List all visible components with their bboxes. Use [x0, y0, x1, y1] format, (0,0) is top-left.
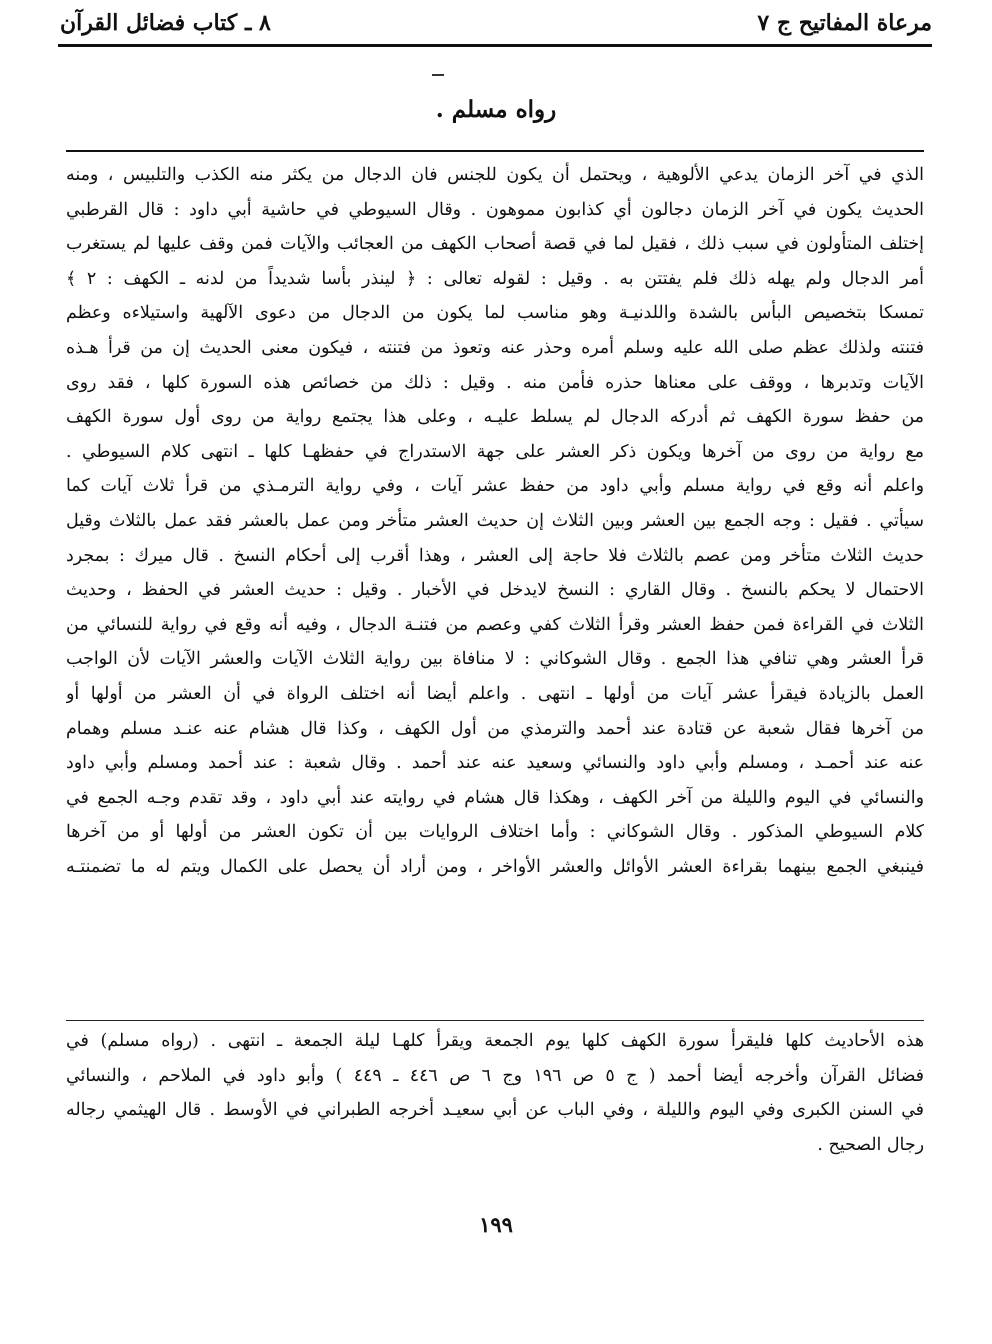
- body-line: الآيات وتدبرها ، ووقف على معناها حذره فأمن منه . وقيل : ذلك من خصائص هذه السورة كلها ، فقد روى: [66, 372, 924, 393]
- source-notes: [66, 1024, 924, 1162]
- body-line: مع رواية من روى من آخرها ويكون ذكر العشر على جهة الاستدراج في حفظهـا كلها ـ انتهى كلام السيوطي .: [66, 441, 924, 462]
- chapter-title: ٨ ـ كتاب فضائل القرآن: [60, 10, 271, 36]
- body-line: سيأتي . فقيل : وجه الجمع بين العشر وبين الثلاث إن حديث العشر متأخر ومن عمل بالعشر فقد عمل بالثلاث وقيل: [66, 510, 924, 531]
- body-line: أمر الدجال ولم يهله ذلك فلم يفتتن به . وقيل : لقوله تعالى : ﴿ لينذر بأسا شديداً من لدنه ـ الكهف : ٢ ﴾: [66, 268, 924, 289]
- body-line: واعلم أنه وقع في رواية مسلم وأبي داود من حفظ عشر آيات ، وفي رواية الترمـذي من قرأ ثلاث آيات كما: [66, 476, 924, 497]
- note-line: فضائل القرآن وأخرجه أيضا أحمد ( ج ٥ ص ١٩٦ وج ٦ ص ٤٤٦ ـ ٤٤٩ ) وأبو داود في الملاحم ، والنسائي: [66, 1065, 924, 1086]
- body-line: كلام السيوطي المذكور . وقال الشوكاني : وأما اختلاف الروايات بين أن تكون العشر من أولها أو من آخرها: [66, 822, 924, 843]
- body-line: فينبغي الجمع بينهما بقراءة العشر الأوائل والعشر الأواخر ، ومن أراد أن يحصل على الكمال ويتم له ما تضمنتـه: [66, 856, 924, 877]
- body-line: الذي في آخر الزمان يدعي الألوهية ، ويحتمل أن يكون للجنس فان الدجال من يكثر منه الكذب والتلبيس ، ومنه: [66, 165, 924, 185]
- body-line: الثلاث في القراءة فمن حفظ العشر وقرأ الثلاث كفي وعصم من فتنـة الدجال ، وفيه أنه وقع في رواية للنسائي من: [66, 614, 924, 635]
- body-line: من آخرها فقال شعبة عن قتادة عند أحمد والترمذي من أول الكهف ، وكذا قال هشام عنه عنـد مسلم وهمام: [66, 718, 924, 739]
- section-title: رواه مسلم .: [435, 96, 557, 123]
- body-line: الحديث يكون في آخر الزمان دجالون أي كذابون مموهون . وقال السيوطي في حاشية أبي داود : قال القرطبي: [66, 199, 924, 220]
- header-rule: [58, 44, 932, 47]
- body-line: العمل بالزيادة فيقرأ عشر آيات من أولها ـ انتهى . واعلم أيضا أنه اختلف الرواة في أن العشر من أولها أو: [66, 683, 924, 704]
- body-line: عنه عند أحمـد ، ومسلم وأبي داود والنسائي وسعيد عنه عند أحمد . وقال شعبة : عند أحمد ومسلم وأبي داود: [66, 753, 924, 774]
- body-line: والنسائي في اليوم والليلة من آخر الكهف ، وهكذا قال هشام في روايته عند أبي داود ، وقد تقدم وجـه الجمع في: [66, 787, 924, 808]
- footnote-divider: [66, 1020, 924, 1021]
- body-line: فتنته ولذلك عظم صلى الله عليه وسلم أمره وحذر عنه وتعوذ من فتنته ، فيكون معنى الحديث إن من قرأ هـذه: [66, 337, 924, 358]
- body-line: الاحتمال لا يحكم بالنسخ . وقال القاري : النسخ لايدخل في الأخبار . وقيل : حديث العشر في الحفظ ، وحديث: [66, 580, 924, 601]
- body-line: من حفظ سورة الكهف ثم أدركه الدجال لم يسلط عليـه ، وعلى هذا يجتمع رواية من روى أول سورة الكهف: [66, 407, 924, 428]
- body-line: إختلف المتأولون في سبب ذلك ، فقيل لما في قصة أصحاب الكهف من العجائب والآيات فمن وقف عليها لم يستغرب: [66, 234, 924, 255]
- body-line: حديث الثلاث متأخر ومن عصم بالثلاث فلا حاجة إلى العشر ، وهذا أقرب إلى أحكام النسخ . قال ميرك : بمجرد: [66, 545, 924, 566]
- note-line: رجال الصحيح .: [817, 1134, 924, 1155]
- body-line: تمسكا بتخصيص البأس بالشدة واللدنيـة وهو مناسب لما يكون من الدجال من دعوى الآلهية واستيلاءه وعظم: [66, 303, 924, 324]
- body-line: قرأ العشر وهي تنافي هذا الجمع . وقال الشوكاني : لا منافاة بين رواية الثلاث الآيات والعشر الآيات لأن الواجب: [66, 649, 924, 670]
- title-rule: [66, 150, 924, 152]
- running-header: [60, 6, 932, 40]
- book-title: مرعاة المفاتيح ج ٧: [757, 10, 932, 36]
- note-line: هذه الأحاديث كلها فليقرأ سورة الكهف كلها يوم الجمعة ويقرأ كلهـا ليلة الجمعة ـ انتهى . (رواه مسلم) في: [66, 1031, 924, 1051]
- note-line: في السنن الكبرى وفي اليوم والليلة ، وفي الباب عن أبي سعيـد أخرجه الطبراني في الأوسط . قال الهيثمي رجاله: [66, 1100, 924, 1121]
- top-dash-mark: [432, 74, 444, 76]
- page-number: ١٩٩: [479, 1212, 513, 1237]
- commentary-body: [66, 158, 924, 884]
